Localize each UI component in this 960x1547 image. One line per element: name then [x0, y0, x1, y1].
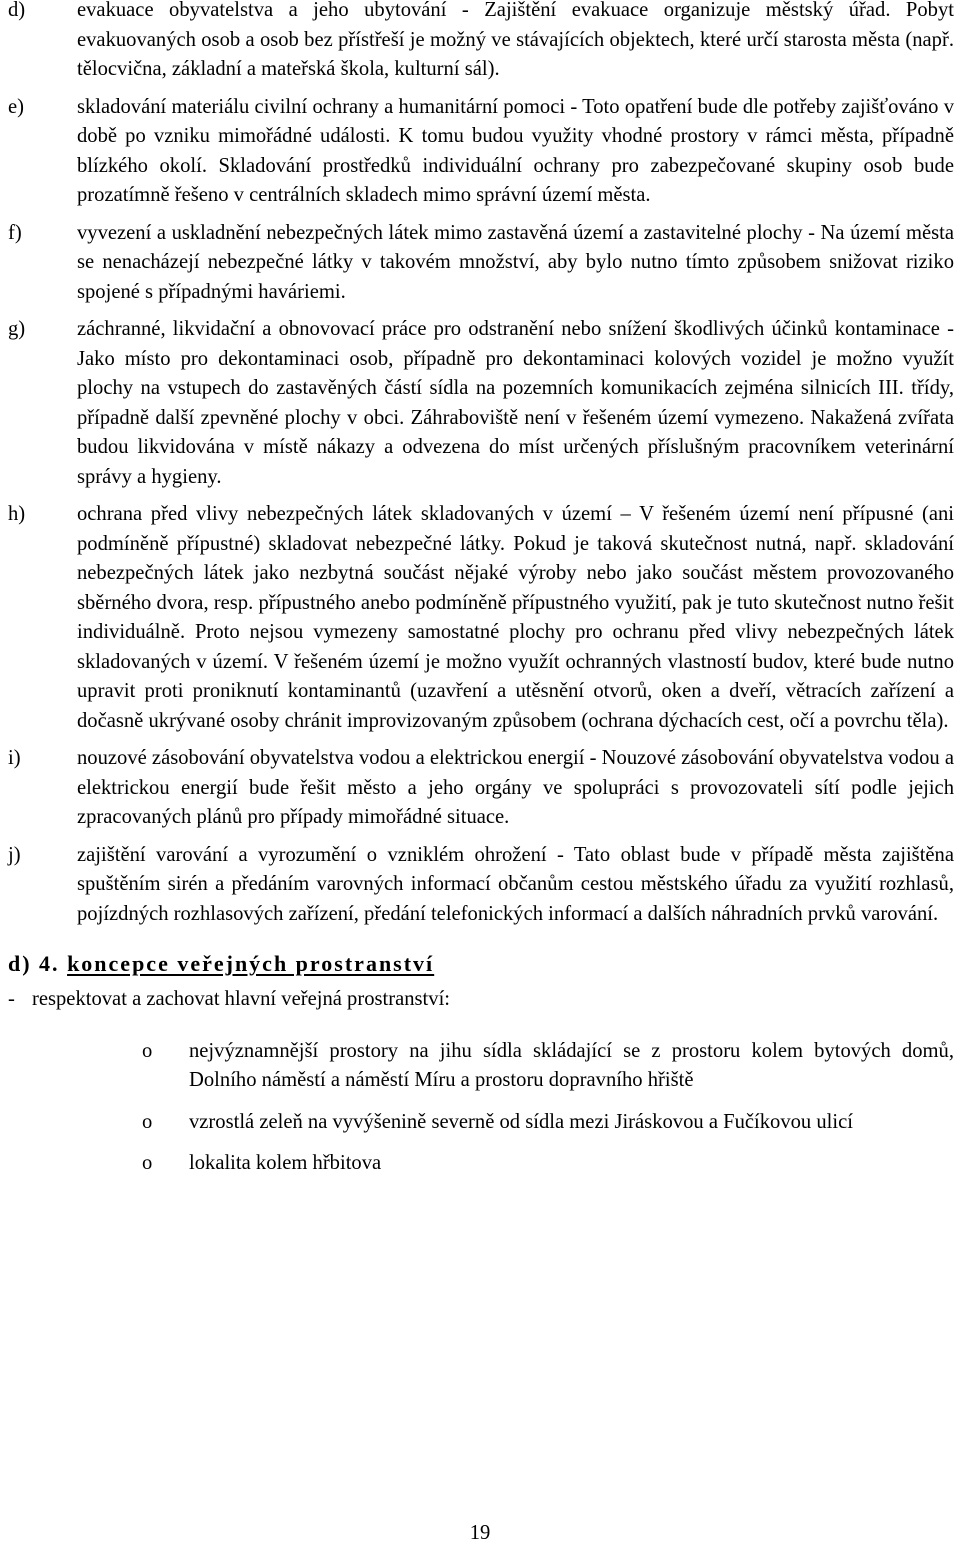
bullet-item [0, 1037, 960, 1096]
section-title: koncepce veřejných prostranství [67, 951, 435, 976]
bullet-text: vzrostlá zeleň na vyvýšenině severně od sídla mezi Jiráskovou a Fučíkovou ulicí [189, 1110, 853, 1133]
list-marker: e) [8, 95, 24, 118]
list-marker: j) [8, 843, 21, 866]
list-item [0, 315, 960, 492]
list-marker: h) [8, 503, 26, 525]
bullet-list [0, 1037, 960, 1179]
bullet-marker: o [142, 1152, 153, 1174]
dash-marker: - [8, 988, 15, 1010]
list-item-text: zajištění varování a vyrozumění o vzniklém ohrožení - Tato oblast bude v případě města zajištěna spuštěním sirén a předáním varovných informací občanům cestou městského úřadu za využití rozhlasů, pojízdných rozhlasových zařízení, předání telefonických informací a dalších náhradních prvků varování. [77, 843, 954, 925]
intro-line [0, 985, 960, 1015]
list-item [0, 219, 960, 308]
list-item-text: vyvezení a uskladnění nebezpečných látek mimo zastavěná území a zastavitelné plochy - Na území města se nenacházejí nebezpečné látky v takovém množství, aby bylo nutno tímto způsobem snižovat riziko spojené s případnými haváriemi. [77, 221, 954, 303]
section-heading [0, 949, 960, 979]
page-number: 19 [469, 1522, 491, 1544]
list-item-text: záchranné, likvidační a obnovovací práce pro odstranění nebo snížení škodlivých účinků kontaminace - Jako místo pro dekontaminaci osob, případně pro dekontaminaci kolových vozidel je možno využít plochy na vstupech do zastavěných částí sídla na pozemních komunikacích zejména silnicích III. třídy, případně další zpevněné plochy v obci. Záhraboviště není v řešeném území vymezeno. Nakažená zvířata budou likvidována v místě nákazy a odvezena do míst určených příslušným pracovníkem veterinární správy a hygieny. [77, 318, 954, 488]
list-marker: i) [8, 747, 21, 769]
list-marker: f) [8, 221, 22, 244]
list-item [0, 500, 960, 736]
bullet-item [0, 1108, 960, 1138]
bullet-text: lokalita kolem hřbitova [189, 1152, 382, 1174]
list-item-text: nouzové zásobování obyvatelstva vodou a elektrickou energií - Nouzové zásobování obyvatelstva vodou a elektrickou energií bude řešit město a jeho orgány ve spolupráci s provozovateli sítí podle jejich zpracovaných plánů pro případy mimořádné situace. [77, 747, 954, 828]
bullet-marker: o [142, 1110, 153, 1133]
intro-text: respektovat a zachovat hlavní veřejná prostranství: [32, 988, 451, 1010]
list-marker: g) [8, 318, 26, 340]
list-item [0, 93, 960, 211]
list-item [0, 744, 960, 833]
list-item-text: evakuace obyvatelstva a jeho ubytování - Zajištění evakuace organizuje městský úřad. Pobyt evakuovaných osob a osob bez přístřeší je možný ve stávajících objektech, které určí starosta města (např. tělocvična, základní a mateřská škola, kulturní sál). [77, 0, 954, 80]
list-marker: d) [8, 0, 26, 21]
bullet-text: nejvýznamnější prostory na jihu sídla skládající se z prostoru kolem bytových domů, Dolního náměstí a náměstí Míru a prostoru dopravního hřiště [189, 1039, 954, 1091]
list-item [0, 841, 960, 930]
list-item-text: skladování materiálu civilní ochrany a humanitární pomoci - Toto opatření bude dle potřeby zajišťováno v době po vzniku mimořádné události. K tomu budou využity vhodné prostory v rámci města, případně blízkého okolí. Skladování prostředků individuální ochrany pro zabezpečované skupiny osob bude prozatímně řešeno v centrálních skladech mimo správní území města. [77, 95, 954, 206]
section-number: d) 4. [8, 951, 60, 976]
bullet-item [0, 1149, 960, 1179]
bullet-marker: o [142, 1039, 153, 1062]
list-item-text: ochrana před vlivy nebezpečných látek skladovaných v území – V řešeném území není přípusné (ani podmíněně přípustné) skladovat nebezpečné látky. Pokud je taková skutečnost nutná, např. skladování nebezpečných látek jako nezbytná součást nějaké výroby nebo jako součást městem provozovaného sběrného dvora, resp. přípustného anebo podmíněně přípustného využití, pak je tuto skutečnost nutno řešit individuálně. Proto nejsou vymezeny samostatné plochy pro ochranu před vlivy nebezpečných látek skladovaných v území. V řešeném území je možno využít ochranných vlastností budov, které bude nutno upravit proti proniknutí kontaminantů (uzavření a utěsnění otvorů, oken a dveří, větracích zařízení a dočasně ukrývané osoby chránit improvizovaným způsobem (ochrana dýchacích cest, očí a povrchu těla). [77, 503, 954, 732]
list-item [0, 0, 960, 85]
